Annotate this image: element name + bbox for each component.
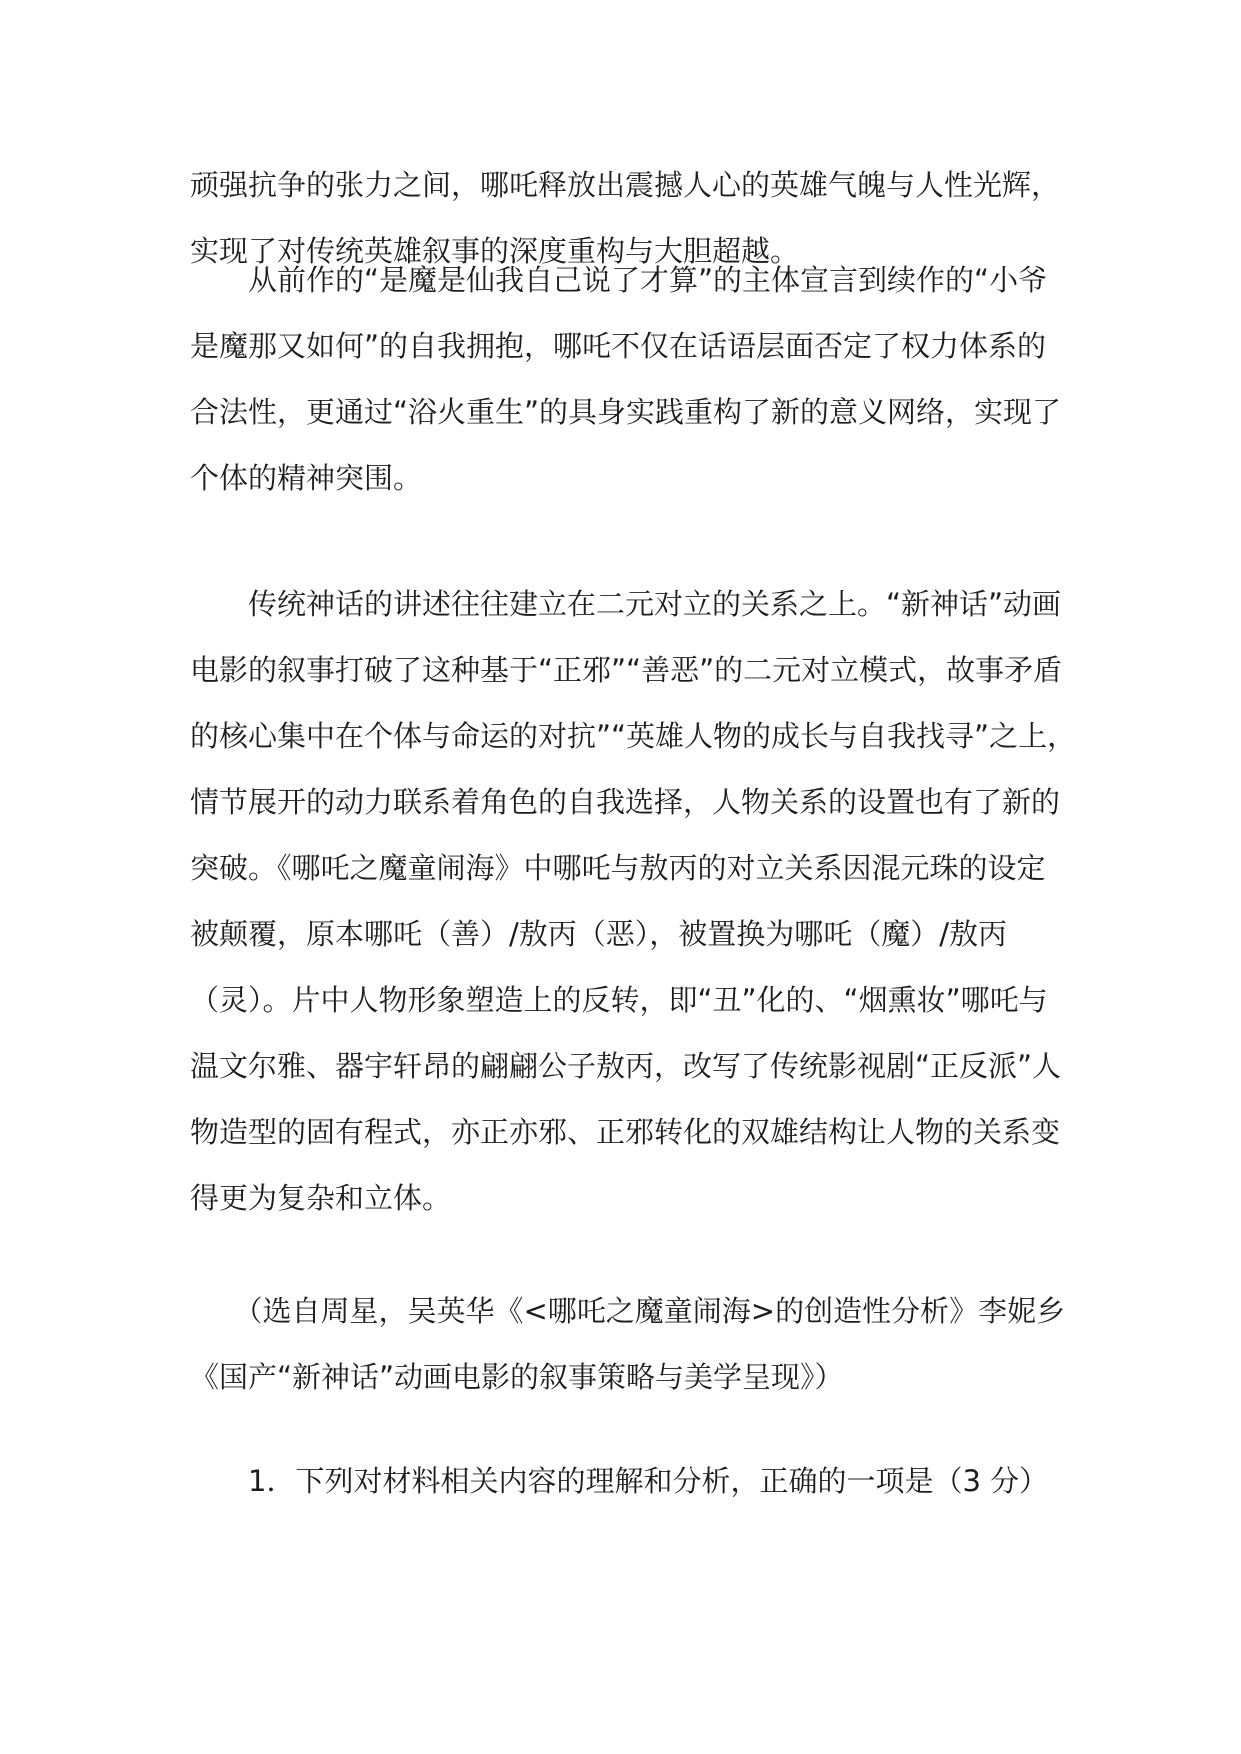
text-line: 的核心集中在个体与命运的对抗”“英雄人物的成长与自我找寻”之上， <box>190 719 1077 753</box>
text-line: 《国产“新神话”动画电影的叙事策略与美学呈现》） <box>190 1360 844 1394</box>
text-line: 得更为复杂和立体。 <box>190 1181 452 1215</box>
paragraph-self-declaration <box>190 247 1070 511</box>
text-line: 从前作的“是魔是仙我自己说了才算”的主体宣言到续作的“小爷 <box>190 263 1048 297</box>
text-line: 物造型的固有程式，亦正亦邪、正邪转化的双雄结构让人物的关系变 <box>190 1115 1061 1149</box>
text-line: 传统神话的讲述往往建立在二元对立的关系之上。“新神话”动画 <box>190 587 1062 621</box>
source-citation <box>190 1278 1070 1410</box>
text-line: 1．下列对材料相关内容的理解和分析，正确的一项是（3 分） <box>190 1464 1049 1498</box>
text-line: 实现了对传统英雄叙事的深度重构与大胆超越。 <box>190 234 800 268</box>
text-line: 突破。《哪吒之魔童闹海》中哪吒与敖丙的对立关系因混元珠的设定 <box>190 851 1046 885</box>
text-line: 温文尔雅、器宇轩昂的翩翩公子敖丙，改写了传统影视剧“正反派”人 <box>190 1049 1062 1083</box>
text-line: （灵）。片中人物形象塑造上的反转，即“丑”化的、“烟熏妆”哪吒与 <box>190 983 1048 1017</box>
question-1 <box>190 1448 1070 1514</box>
text-line: 顽强抗争的张力之间，哪吒释放出震撼人心的英雄气魄与人性光辉， <box>190 168 1061 202</box>
text-line: 是魔那又如何”的自我拥抱，哪吒不仅在话语层面否定了权力体系的 <box>190 329 1047 363</box>
text-line: 被颠覆，原本哪吒（善）/敖丙（恶），被置换为哪吒（魔）/敖丙 <box>190 917 1008 951</box>
text-line: 合法性，更通过“浴火重生”的具身实践重构了新的意义网络，实现了 <box>190 395 1062 429</box>
paragraph-binary-opposition <box>190 571 1077 1231</box>
text-line: （选自周星，吴英华《<哪吒之魔童闹海>的创造性分析》李妮乡 <box>190 1294 1066 1328</box>
text-line: 情节展开的动力联系着角色的自我选择，人物关系的设置也有了新的 <box>190 785 1061 819</box>
text-line: 个体的精神突围。 <box>190 461 423 495</box>
text-line: 电影的叙事打破了这种基于“正邪”“善恶”的二元对立模式，故事矛盾 <box>190 653 1063 687</box>
